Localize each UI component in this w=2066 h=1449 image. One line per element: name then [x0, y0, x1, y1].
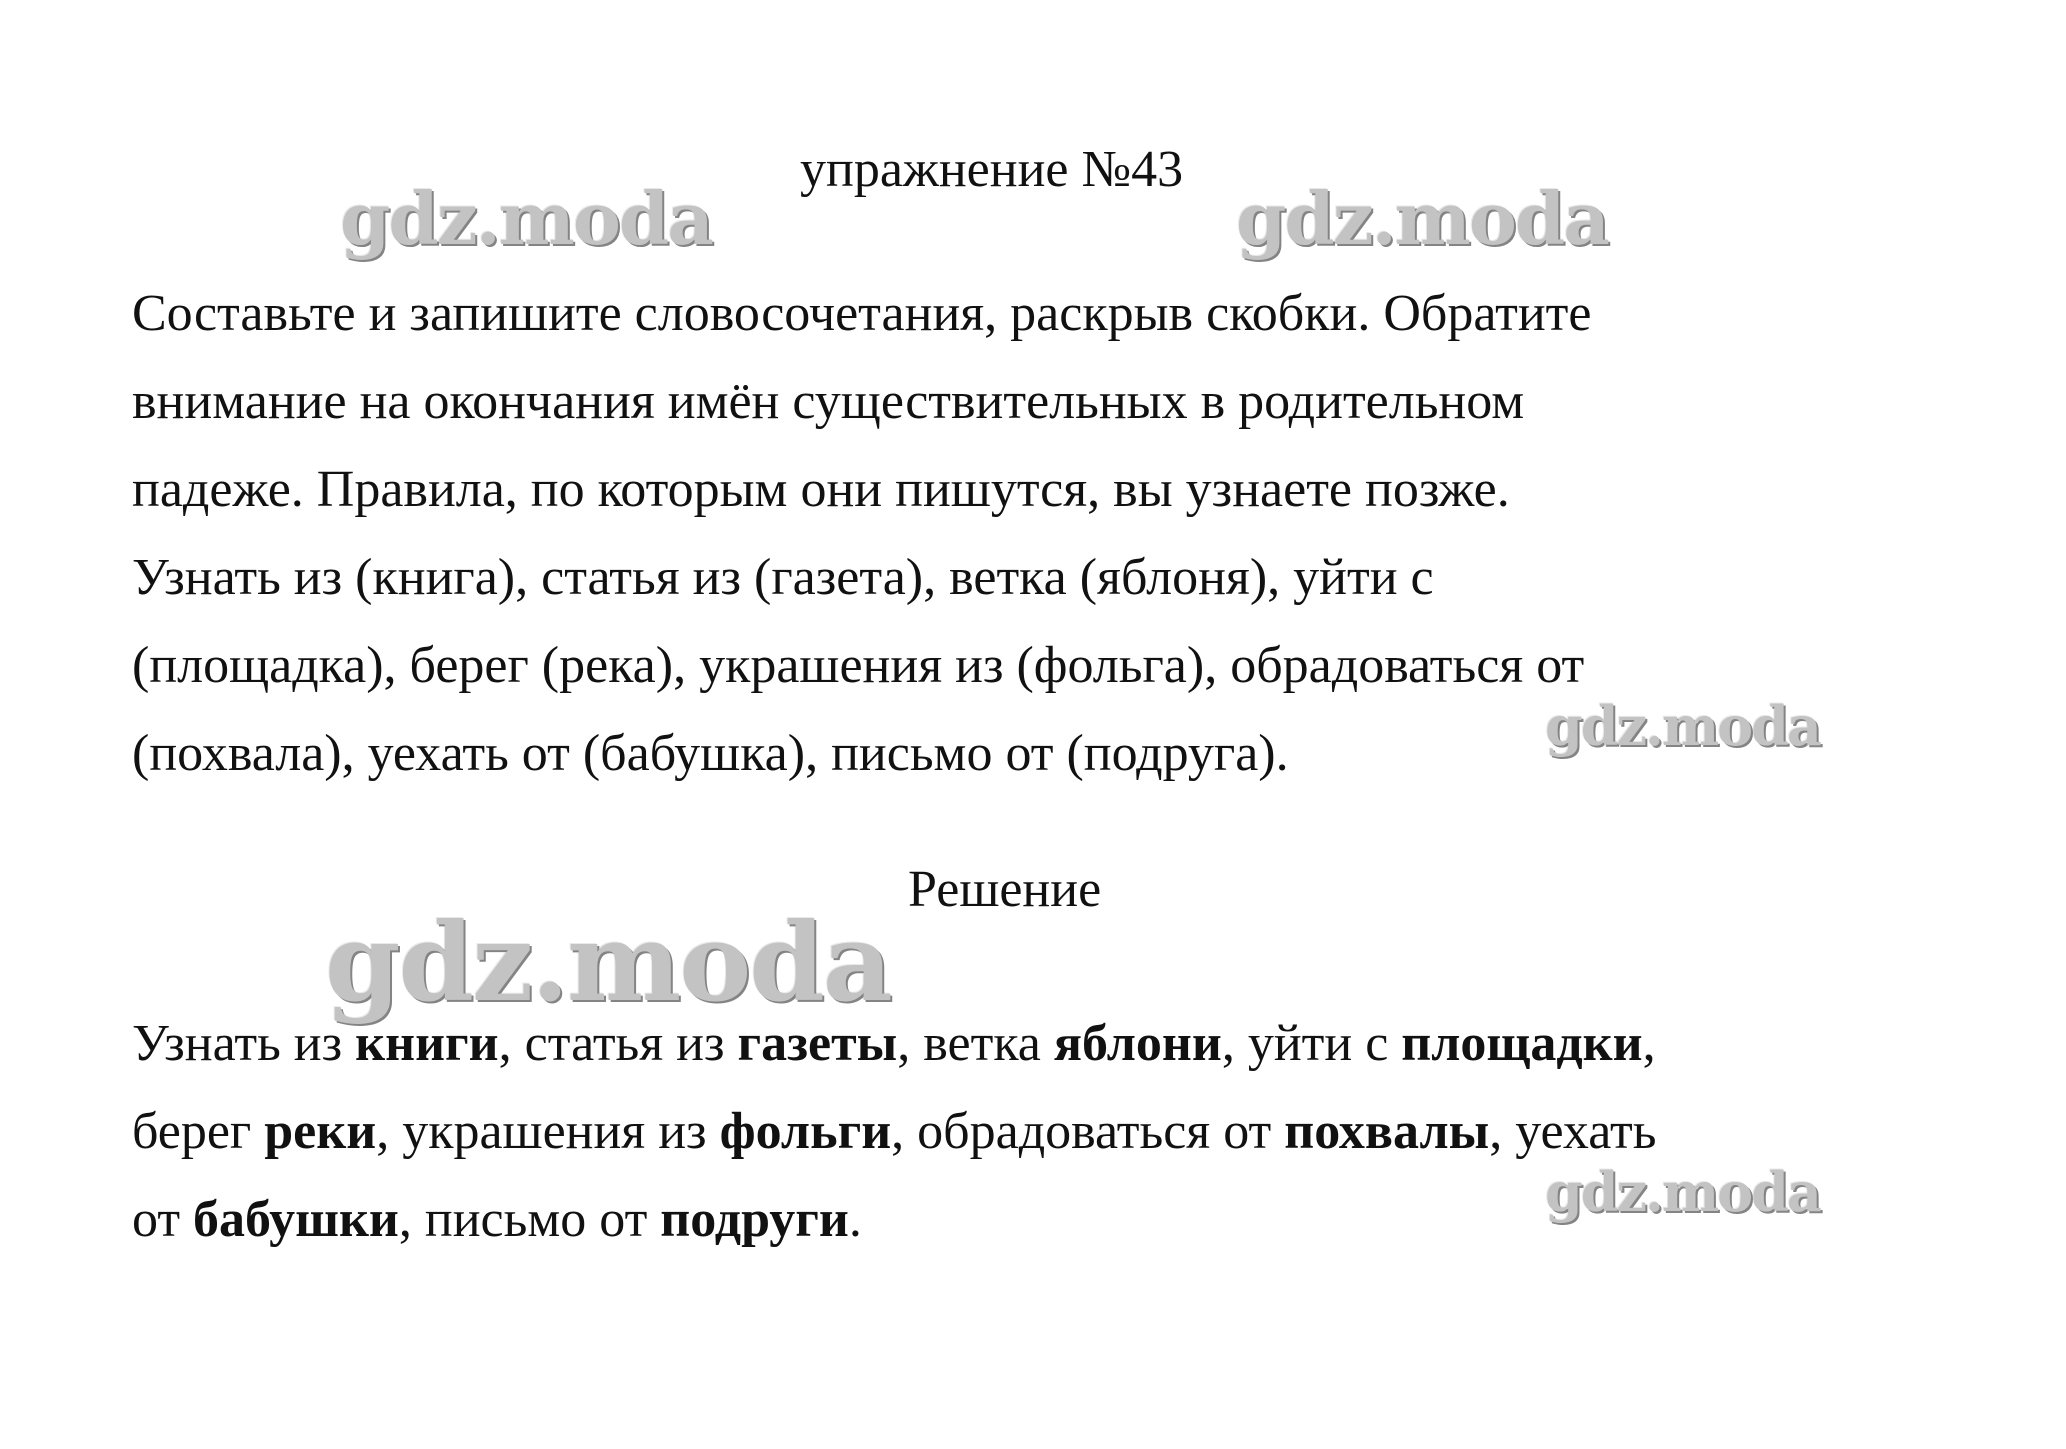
answer-word-bold: бабушки — [193, 1191, 399, 1248]
answer-segment: . — [848, 1191, 862, 1248]
answer-segment: , обрадоваться от — [891, 1103, 1285, 1160]
answer-segment: , — [1642, 1015, 1656, 1072]
answer-text — [132, 1000, 1982, 1264]
task-line: Узнать из (книга), статья из (газета), ветка (яблоня), уйти с — [132, 549, 1434, 606]
answer-segment: , ветка — [897, 1015, 1054, 1072]
watermark-logo: gdz.moda — [1545, 1160, 1820, 1224]
answer-word-bold: фольги — [719, 1103, 892, 1160]
answer-segment: берег — [132, 1103, 265, 1160]
answer-segment: , уйти с — [1221, 1015, 1402, 1072]
answer-segment: Узнать из — [132, 1015, 356, 1072]
answer-word-bold: газеты — [737, 1015, 898, 1072]
answer-word-bold: подруги — [660, 1191, 849, 1248]
watermark-logo: gdz.moda — [1545, 694, 1820, 758]
answer-word-bold: похвалы — [1284, 1103, 1490, 1160]
watermark-logo: gdz.moda — [340, 176, 712, 261]
answer-segment: , украшения из — [376, 1103, 720, 1160]
answer-word-bold: книги — [355, 1015, 499, 1072]
task-line: (похвала), уехать от (бабушка), письмо от (подруга). — [132, 725, 1289, 782]
answer-segment: , письмо от — [398, 1191, 661, 1248]
task-line: Составьте и запишите словосочетания, раскрыв скобки. Обратите — [132, 285, 1592, 342]
answer-word-bold: яблони — [1053, 1015, 1222, 1072]
answer-segment: от — [132, 1191, 194, 1248]
answer-segment: , уехать — [1489, 1103, 1657, 1160]
answer-word-bold: реки — [264, 1103, 377, 1160]
task-line: внимание на окончания имён существительных в родительном — [132, 373, 1525, 430]
answer-segment: , статья из — [498, 1015, 738, 1072]
answer-word-bold: площадки — [1401, 1015, 1643, 1072]
solution-heading: Решение — [908, 861, 1102, 918]
task-line: падеже. Правила, по которым они пишутся, вы узнаете позже. — [132, 461, 1510, 518]
task-line: (площадка), берег (река), украшения из (фольга), обрадоваться от — [132, 637, 1585, 694]
exercise-title: упражнение №43 — [800, 141, 1184, 198]
watermark-logo: gdz.moda — [1236, 176, 1608, 261]
watermark-logo: gdz.moda — [325, 900, 891, 1026]
